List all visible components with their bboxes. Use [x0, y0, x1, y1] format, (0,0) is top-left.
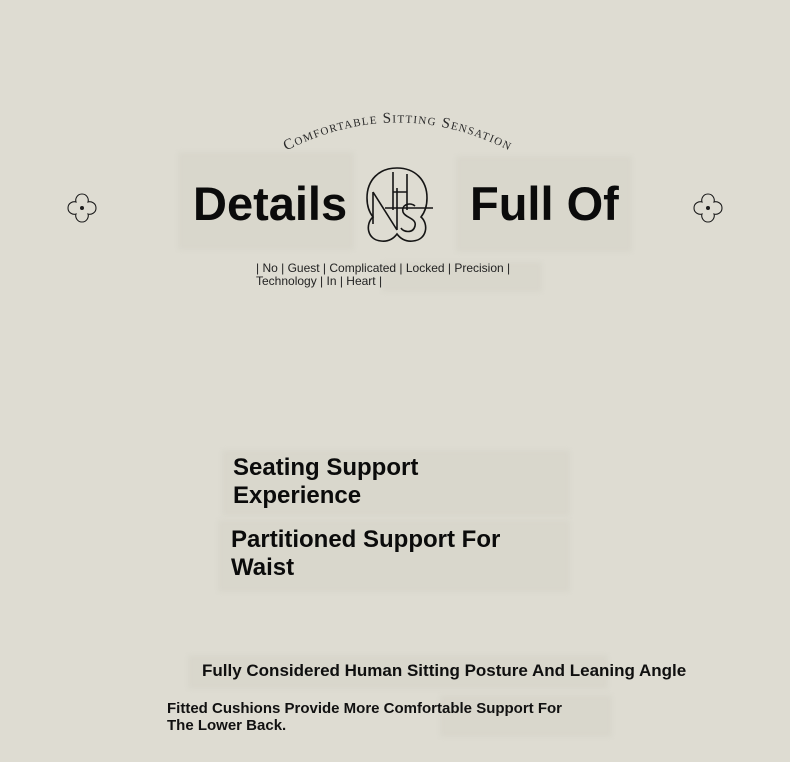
seating-support-heading: Seating Support Experience — [233, 454, 419, 509]
cushion-description: Fitted Cushions Provide More Comfortable Support For The Lower Back. — [167, 700, 563, 734]
hero-title-left: Details — [193, 177, 348, 230]
quatrefoil-icon — [64, 190, 100, 226]
posture-subheading: Fully Considered Human Sitting Posture And Leaning Angle — [202, 661, 687, 680]
arc-tagline — [262, 100, 532, 170]
quatrefoil-icon — [690, 190, 726, 226]
ans-monogram-icon — [355, 162, 439, 246]
arc-tagline-text: Comfortable Sitting Sensation — [280, 110, 515, 155]
hero-title-right: Full Of — [470, 177, 619, 230]
hero-keywords: | No | Guest | Complicated | Locked | Precision | Technology | In | Heart | — [256, 261, 511, 288]
waist-support-heading: Partitioned Support For Waist — [231, 526, 501, 581]
